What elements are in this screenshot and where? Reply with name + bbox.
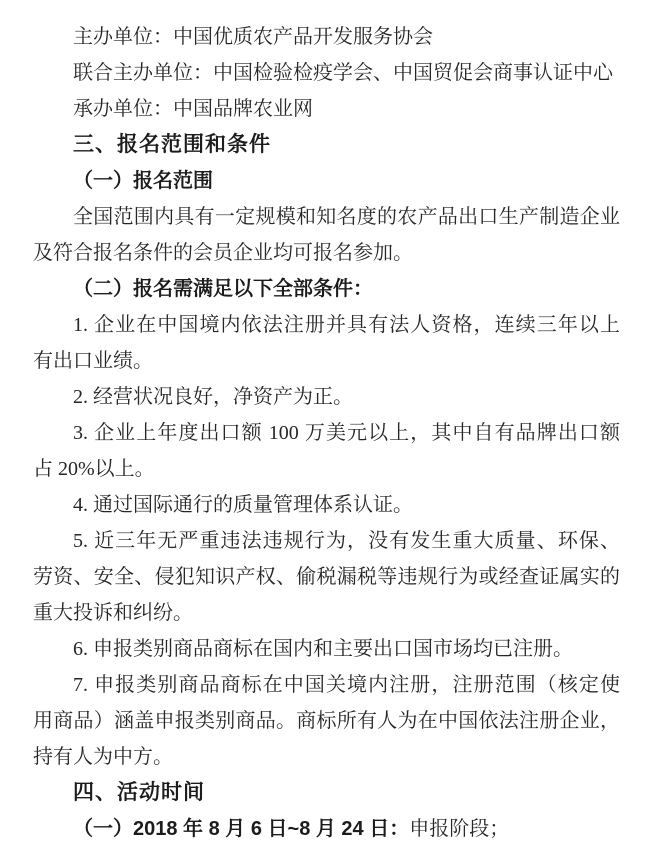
paragraph-line: 占 20%以上。 xyxy=(33,458,155,480)
paragraph-line: 持有人为中方。 xyxy=(33,746,173,768)
paragraph-line: 主办单位：中国优质农产品开发服务协会 xyxy=(73,26,433,48)
sub-heading xyxy=(33,271,620,307)
paragraph xyxy=(33,379,620,415)
paragraph-line: 重大投诉和纠纷。 xyxy=(33,602,193,624)
section-heading-text: 三、报名范围和条件 xyxy=(73,133,271,156)
paragraph xyxy=(33,631,620,667)
paragraph-line: 4. 通过国际通行的质量管理体系认证。 xyxy=(73,494,413,516)
paragraph-line: 及符合报名条件的会员企业均可报名参加。 xyxy=(33,242,413,264)
paragraph xyxy=(33,199,620,271)
paragraph xyxy=(33,523,620,631)
paragraph-line: 有出口业绩。 xyxy=(33,350,153,372)
paragraph xyxy=(33,91,620,127)
paragraph-line: 劳资、安全、侵犯知识产权、偷税漏税等违规行为或经查证属实的 xyxy=(33,566,620,588)
sub-heading-text: （二）报名需满足以下全部条件： xyxy=(73,278,373,300)
date-line xyxy=(33,811,620,847)
section-heading xyxy=(33,775,620,811)
paragraph xyxy=(33,307,620,379)
paragraph-line: 3. 企业上年度出口额 100 万美元以上，其中自有品牌出口额 xyxy=(73,422,620,444)
section-heading xyxy=(33,127,620,163)
date-line-bold-segment: （一）2018 年 8 月 6 日~8 月 24 日： xyxy=(73,818,410,840)
paragraph xyxy=(33,55,620,91)
sub-heading-text: （一）报名范围 xyxy=(73,170,213,192)
paragraph-line: 6. 申报类别商品商标在国内和主要出口国市场均已注册。 xyxy=(73,638,573,660)
paragraph xyxy=(33,415,620,487)
date-line-text xyxy=(33,811,620,847)
paragraph xyxy=(33,487,620,523)
paragraph-line: 用商品）涵盖申报类别商品。商标所有人为在中国依法注册企业， xyxy=(33,710,620,732)
paragraph-line: 7. 申报类别商品商标在中国关境内注册，注册范围（核定使 xyxy=(73,674,620,696)
paragraph-line: 联合主办单位：中国检验检疫学会、中国贸促会商事认证中心 xyxy=(73,62,613,84)
paragraph-line: 2. 经营状况良好，净资产为正。 xyxy=(73,386,353,408)
sub-heading xyxy=(33,163,620,199)
paragraph xyxy=(33,667,620,775)
paragraph-line: 1. 企业在中国境内依法注册并具有法人资格，连续三年以上 xyxy=(73,314,620,336)
paragraph xyxy=(33,19,620,55)
section-heading-text: 四、活动时间 xyxy=(73,781,205,804)
date-line-regular-segment: 申报阶段； xyxy=(409,818,510,840)
document-body xyxy=(33,19,620,847)
paragraph-line: 承办单位：中国品牌农业网 xyxy=(73,98,313,120)
paragraph-line: 全国范围内具有一定规模和知名度的农产品出口生产制造企业 xyxy=(73,206,620,228)
paragraph-line: 5. 近三年无严重违法违规行为，没有发生重大质量、环保、 xyxy=(73,530,620,552)
